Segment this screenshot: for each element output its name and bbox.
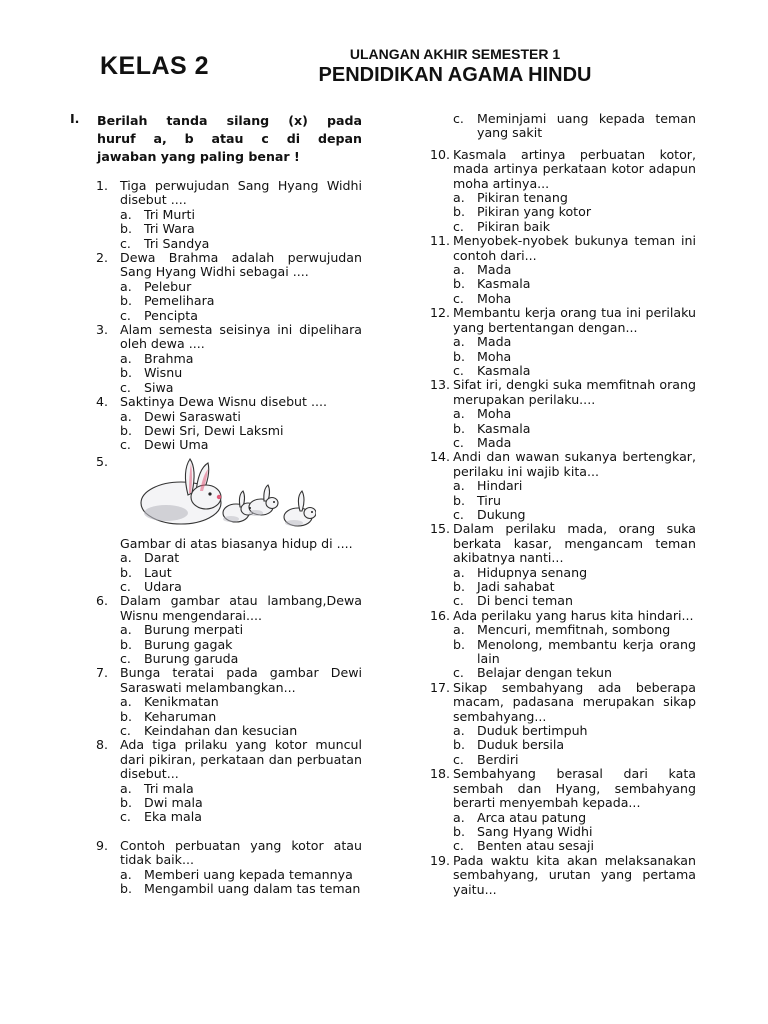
- option-text: Kenikmatan: [144, 694, 219, 710]
- option-letter: b.: [120, 564, 132, 580]
- answer-option[interactable]: [453, 407, 696, 421]
- question-item: [430, 767, 696, 853]
- question-text: Bunga teratai pada gambar Dewi Saraswati melambangkan...: [120, 665, 362, 695]
- answer-option[interactable]: [453, 479, 696, 493]
- rabbits-illustration: [126, 455, 316, 533]
- option-text: Duduk bertimpuh: [477, 723, 588, 739]
- option-text: Memberi uang kepada temannya: [144, 866, 353, 882]
- answer-option[interactable]: [453, 350, 696, 364]
- question-number: 14.: [430, 449, 451, 465]
- answer-option[interactable]: [120, 652, 362, 666]
- option-text: Kasmala: [477, 276, 531, 292]
- option-text: Pelebur: [144, 278, 192, 294]
- question-text: Membantu kerja orang tua ini perilaku yang bertentangan dengan...: [453, 305, 696, 335]
- option-text: Eka mala: [144, 809, 202, 825]
- option-letter: c.: [120, 650, 131, 666]
- option-letter: a.: [120, 694, 132, 710]
- right-column: [430, 112, 696, 897]
- question-number: 11.: [430, 233, 451, 249]
- option-text: Di benci teman: [477, 593, 574, 609]
- option-text: Moha: [477, 290, 512, 306]
- answer-option[interactable]: [453, 220, 696, 234]
- question-item: [430, 522, 696, 608]
- option-letter: c.: [453, 290, 464, 306]
- option-text: Mengambil uang dalam tas teman: [144, 881, 361, 897]
- option-text: Siwa: [144, 379, 174, 395]
- answer-option[interactable]: [453, 811, 696, 825]
- question-item: [430, 681, 696, 767]
- option-text: Dewi Uma: [144, 437, 209, 453]
- option-text: Moha: [477, 348, 512, 364]
- answer-option[interactable]: [120, 724, 362, 738]
- option-letter: c.: [453, 218, 464, 234]
- option-letter: b.: [453, 276, 465, 292]
- option-letter: a.: [120, 206, 132, 222]
- option-letter: b.: [120, 708, 132, 724]
- option-letter: b.: [453, 348, 465, 364]
- option-text: Dewi Sri, Dewi Laksmi: [144, 422, 284, 438]
- question-item: [430, 378, 696, 450]
- option-letter: a.: [120, 550, 132, 566]
- answer-option[interactable]: [120, 294, 362, 308]
- option-letter: a.: [120, 780, 132, 796]
- option-letter: b.: [453, 492, 465, 508]
- answer-option[interactable]: [120, 882, 362, 896]
- option-text: Burung gagak: [144, 636, 233, 652]
- option-letter: c.: [453, 434, 464, 450]
- question-text: Gambar di atas biasanya hidup di ....: [120, 535, 353, 551]
- option-letter: c.: [120, 307, 131, 323]
- option-text: Hindari: [477, 478, 523, 494]
- answer-option[interactable]: [453, 566, 696, 580]
- question-text: Alam semesta seisinya ini dipelihara oleh dewa ....: [120, 322, 362, 352]
- option-letter: b.: [453, 204, 465, 220]
- left-column: [70, 112, 362, 896]
- answer-option[interactable]: [120, 438, 362, 452]
- option-text: Keindahan dan kesucian: [144, 723, 298, 738]
- option-text: Pikiran yang kotor: [477, 204, 592, 220]
- answer-option[interactable]: [120, 280, 362, 294]
- option-text: Tri Murti: [144, 206, 195, 222]
- answer-option[interactable]: [120, 366, 362, 380]
- option-letter: a.: [453, 564, 465, 580]
- instruction-line: jawaban yang paling benar !: [97, 149, 300, 164]
- answer-option[interactable]: [453, 638, 696, 667]
- question-number: 7.: [96, 665, 109, 681]
- question-item: [70, 825, 362, 897]
- option-text: Mada: [477, 334, 512, 350]
- question-number: 4.: [96, 394, 109, 410]
- answer-option[interactable]: [453, 594, 696, 608]
- answer-option[interactable]: [120, 782, 362, 796]
- option-text: Tri mala: [144, 780, 194, 796]
- question-item: [70, 395, 362, 453]
- option-text: Keharuman: [144, 708, 217, 724]
- answer-option[interactable]: [120, 309, 362, 323]
- option-text: Udara: [144, 578, 182, 594]
- question-item: [70, 455, 362, 595]
- spacer: [120, 825, 362, 839]
- instruction-line: Berilah tanda silang (x) pada: [97, 113, 362, 128]
- question-number: 18.: [430, 766, 451, 782]
- option-text: Burung garuda: [144, 650, 239, 666]
- exam-title: ULANGAN AKHIR SEMESTER 1: [349, 46, 561, 62]
- option-letter: c.: [453, 838, 464, 854]
- option-text: Berdiri: [477, 751, 519, 767]
- option-text: Pikiran tenang: [477, 190, 568, 206]
- question-item: [430, 609, 696, 681]
- question-text: Dalam gambar atau lambang,Dewa Wisnu mengendarai....: [120, 593, 362, 623]
- question-text: Andi dan wawan sukanya bertengkar, perilaku ini wajib kita...: [453, 449, 696, 479]
- option-letter: b.: [120, 881, 132, 897]
- question-number: 10.: [430, 146, 451, 162]
- option-letter: c.: [120, 437, 131, 453]
- option-text: Menolong, membantu kerja orang lain: [477, 636, 696, 667]
- answer-option[interactable]: [120, 695, 362, 709]
- question-number: 9.: [96, 837, 109, 853]
- option-letter: c.: [453, 751, 464, 767]
- answer-option[interactable]: [120, 710, 362, 724]
- answer-option[interactable]: [453, 724, 696, 738]
- option-letter: a.: [453, 622, 465, 638]
- question-number: 6.: [96, 593, 109, 609]
- answer-option[interactable]: [453, 666, 696, 680]
- instruction-text: [97, 112, 362, 166]
- option-text: Meminjami uang kepada teman yang sakit: [477, 111, 696, 141]
- question-item: [70, 594, 362, 666]
- option-text: Sang Hyang Widhi: [477, 823, 593, 839]
- answer-option[interactable]: [453, 825, 696, 839]
- option-text: Dukung: [477, 506, 526, 522]
- answer-option[interactable]: [453, 205, 696, 219]
- question-text: Ada tiga prilaku yang kotor muncul dari pikiran, perkataan dan perbuatan disebut...: [120, 737, 362, 782]
- question-item: [70, 323, 362, 395]
- option-letter: b.: [120, 795, 132, 811]
- question-number: 1.: [96, 178, 109, 193]
- option-text: Pencipta: [144, 307, 198, 323]
- option-letter: c.: [453, 665, 464, 681]
- question-number: 17.: [430, 679, 451, 695]
- answer-option[interactable]: [120, 410, 362, 424]
- answer-option[interactable]: [453, 839, 696, 853]
- section-instruction: [70, 112, 362, 166]
- question-number: 3.: [96, 322, 109, 338]
- option-letter: b.: [120, 293, 132, 309]
- question-text: Pada waktu kita akan melaksanakan sembahyang, urutan yang pertama yaitu...: [453, 852, 696, 897]
- option-letter: a.: [453, 406, 465, 422]
- option-text: Arca atau patung: [477, 809, 587, 825]
- option-letter: a.: [120, 866, 132, 882]
- option-letter: c.: [120, 235, 131, 251]
- answer-option[interactable]: [120, 352, 362, 366]
- answer-option[interactable]: [453, 508, 696, 522]
- option-letter: a.: [120, 622, 132, 638]
- answer-option[interactable]: [453, 112, 696, 141]
- option-text: Mada: [477, 262, 512, 278]
- subject-title: PENDIDIKAN AGAMA HINDU: [318, 64, 592, 86]
- option-letter: a.: [453, 809, 465, 825]
- answer-option[interactable]: [453, 335, 696, 349]
- option-text: Brahma: [144, 350, 194, 366]
- answer-option[interactable]: [120, 623, 362, 637]
- option-letter: b.: [453, 636, 465, 652]
- question-item: [70, 666, 362, 738]
- answer-option[interactable]: [120, 381, 362, 395]
- answer-option[interactable]: [453, 277, 696, 291]
- option-letter: a.: [120, 278, 132, 294]
- question-item: [430, 148, 696, 234]
- answer-option[interactable]: [453, 436, 696, 450]
- answer-option[interactable]: [120, 208, 362, 222]
- question-item: [430, 234, 696, 306]
- question-number: 13.: [430, 377, 451, 393]
- question-number: 5.: [96, 453, 109, 469]
- answer-option[interactable]: [120, 638, 362, 652]
- option-letter: b.: [453, 823, 465, 839]
- option-text: Duduk bersila: [477, 737, 565, 753]
- option-letter: c.: [120, 578, 131, 594]
- question-text: Tiga perwujudan Sang Hyang Widhi disebut ....: [120, 178, 362, 208]
- option-text: Moha: [477, 406, 512, 422]
- question-text: Ada perilaku yang harus kita hindari...: [453, 607, 694, 623]
- option-letter: c.: [453, 362, 464, 378]
- option-letter: c.: [453, 111, 464, 126]
- option-letter: c.: [453, 506, 464, 522]
- option-letter: b.: [120, 636, 132, 652]
- option-letter: c.: [120, 809, 131, 825]
- option-letter: b.: [453, 579, 465, 594]
- instruction-line: huruf a, b atau c di depan: [97, 131, 362, 146]
- answer-option[interactable]: [453, 364, 696, 378]
- option-text: Tiru: [477, 492, 501, 508]
- option-text: Jadi sahabat: [477, 579, 555, 594]
- answer-option[interactable]: [120, 237, 362, 251]
- answer-option[interactable]: [120, 810, 362, 824]
- option-letter: c.: [120, 723, 131, 738]
- option-letter: c.: [453, 593, 464, 609]
- answer-option[interactable]: [120, 566, 362, 580]
- option-letter: a.: [453, 334, 465, 350]
- answer-option[interactable]: [453, 292, 696, 306]
- section-number: I.: [70, 111, 80, 126]
- option-text: Wisnu: [144, 365, 183, 381]
- option-letter: a.: [453, 723, 465, 739]
- question-item: [430, 306, 696, 378]
- question-item: [70, 251, 362, 323]
- answer-option[interactable]: [120, 868, 362, 882]
- option-text: Pikiran baik: [477, 218, 550, 234]
- answer-option[interactable]: [453, 422, 696, 436]
- answer-option[interactable]: [120, 796, 362, 810]
- answer-option[interactable]: [453, 191, 696, 205]
- answer-option[interactable]: [120, 580, 362, 594]
- question-text: Sikap sembahyang ada beberapa macam, padasana merupakan sikap sembahyang...: [453, 679, 696, 724]
- answer-option[interactable]: [453, 753, 696, 767]
- question-text: Menyobek-nyobek bukunya teman ini contoh dari...: [453, 233, 696, 263]
- question-item: [70, 738, 362, 824]
- question-number: 15.: [430, 521, 451, 537]
- option-text: Mencuri, memfitnah, sombong: [477, 622, 671, 638]
- option-text: Tri Sandya: [144, 235, 210, 251]
- answer-option[interactable]: [453, 263, 696, 277]
- question-text: Sifat iri, dengki suka memfitnah orang merupakan perilaku....: [453, 377, 696, 407]
- question-text: Saktinya Dewa Wisnu disebut ....: [120, 394, 327, 410]
- answer-option[interactable]: [453, 580, 696, 594]
- option-letter: c.: [120, 379, 131, 395]
- question-text: Dewa Brahma adalah perwujudan Sang Hyang Widhi sebagai ....: [120, 250, 362, 280]
- answer-option[interactable]: [453, 623, 696, 637]
- option-text: Dwi mala: [144, 795, 203, 811]
- option-letter: a.: [120, 350, 132, 366]
- answer-option[interactable]: [453, 738, 696, 752]
- option-text: Tri Wara: [144, 221, 195, 237]
- answer-option[interactable]: [453, 494, 696, 508]
- option-letter: b.: [120, 221, 132, 237]
- question-item: [430, 450, 696, 522]
- option-text: Burung merpati: [144, 622, 244, 638]
- question-text: Sembahyang berasal dari kata sembah dan Hyang, sembahyang berarti menyembah kepada...: [453, 766, 696, 811]
- option-letter: b.: [120, 365, 132, 381]
- answer-option[interactable]: [120, 424, 362, 438]
- option-text: Darat: [144, 550, 180, 566]
- question-text: Contoh perbuatan yang kotor atau tidak baik...: [120, 837, 362, 868]
- answer-option[interactable]: [120, 551, 362, 565]
- option-letter: b.: [453, 420, 465, 436]
- option-text: Belajar dengan tekun: [477, 665, 612, 681]
- option-letter: a.: [453, 262, 465, 278]
- question-number: 12.: [430, 305, 451, 321]
- answer-option[interactable]: [120, 222, 362, 236]
- class-title: KELAS 2: [100, 52, 210, 80]
- question-number: 19.: [430, 852, 451, 868]
- option-text: Dewi Saraswati: [144, 408, 241, 424]
- question-item: [70, 179, 362, 251]
- question-item: [430, 854, 696, 897]
- question-number: 8.: [96, 737, 109, 753]
- question-text: Kasmala artinya perbuatan kotor, mada artinya perkataan kotor adapun moha artinya...: [453, 146, 696, 191]
- option-text: Benten atau sesaji: [477, 838, 594, 854]
- option-text: Hidupnya senang: [477, 564, 588, 580]
- question-text: Dalam perilaku mada, orang suka berkata kasar, mengancam teman akibatnya nanti...: [453, 521, 696, 566]
- question-number: 2.: [96, 250, 109, 266]
- option-text: Kasmala: [477, 362, 531, 378]
- option-text: Kasmala: [477, 420, 531, 436]
- option-letter: a.: [453, 478, 465, 494]
- option-letter: a.: [120, 408, 132, 424]
- option-text: Pemelihara: [144, 293, 215, 309]
- question-number: 16.: [430, 607, 451, 623]
- option-text: Laut: [144, 564, 172, 580]
- option-letter: b.: [453, 737, 465, 753]
- option-letter: a.: [453, 190, 465, 206]
- option-text: Mada: [477, 434, 512, 450]
- option-letter: b.: [120, 422, 132, 438]
